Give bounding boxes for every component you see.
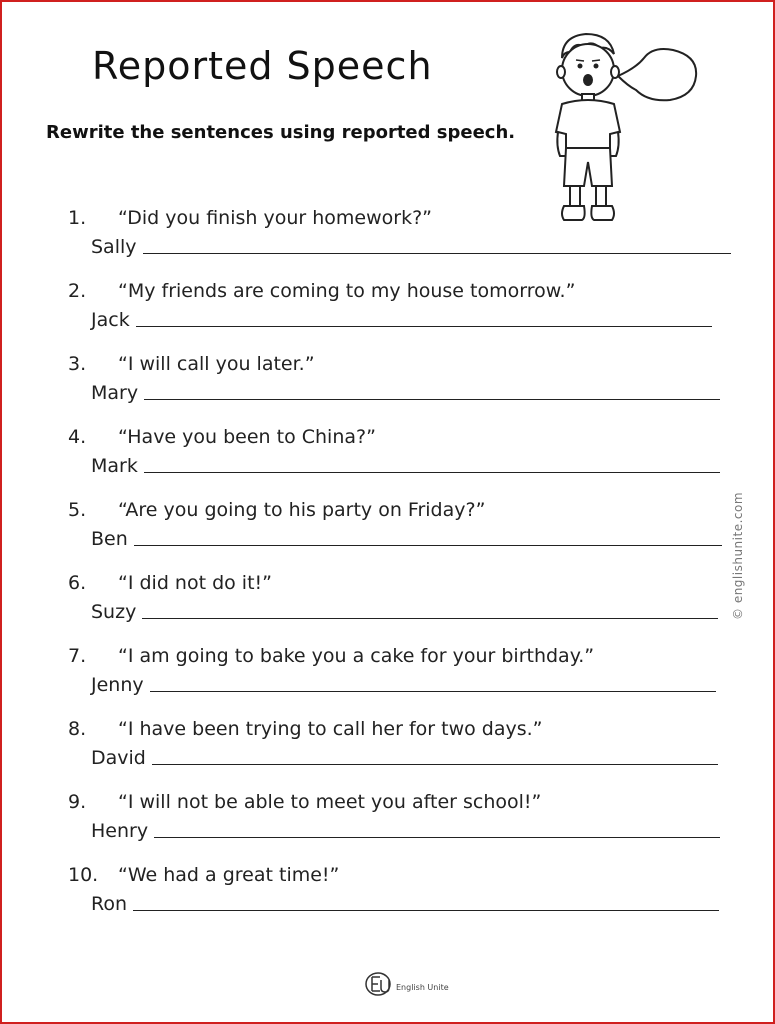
speaker-name: Sally (91, 236, 137, 258)
speaker-name: Mark (91, 455, 138, 477)
item-quote: “My friends are coming to my house tomorrow.” (118, 280, 576, 302)
list-item (0, 499, 775, 561)
answer-line[interactable] (150, 691, 716, 692)
answer-line[interactable] (134, 545, 722, 546)
speaker-name: David (91, 747, 146, 769)
list-item (0, 572, 775, 634)
answer-line[interactable] (133, 910, 719, 911)
speaker-name: Jack (91, 309, 130, 331)
answer-line[interactable] (144, 399, 720, 400)
copyright-watermark: © englishunite.com (731, 491, 745, 620)
list-item (0, 353, 775, 415)
item-quote: “Are you going to his party on Friday?” (118, 499, 486, 521)
answer-line[interactable] (152, 764, 718, 765)
instructions: Rewrite the sentences using reported speech. (46, 122, 516, 143)
item-number: 6. (68, 572, 87, 594)
list-item (0, 645, 775, 707)
item-quote: “Did you finish your homework?” (118, 207, 433, 229)
answer-line[interactable] (144, 472, 720, 473)
item-number: 5. (68, 499, 87, 521)
item-quote: “I did not do it!” (118, 572, 272, 594)
item-quote: “Have you been to China?” (118, 426, 376, 448)
english-unite-logo-icon (364, 971, 394, 997)
list-item (0, 718, 775, 780)
list-item (0, 791, 775, 853)
answer-line[interactable] (154, 837, 720, 838)
item-number: 10. (68, 864, 99, 886)
item-quote: “I will not be able to meet you after school!” (118, 791, 542, 813)
item-quote: “We had a great time!” (118, 864, 340, 886)
speaker-name: Ben (91, 528, 128, 550)
footer-logo-text: English Unite (396, 982, 449, 992)
speaker-name: Suzy (91, 601, 137, 623)
item-number: 9. (68, 791, 87, 813)
speaker-name: Jenny (91, 674, 144, 696)
answer-line[interactable] (136, 326, 712, 327)
list-item (0, 207, 775, 269)
speaker-name: Ron (91, 893, 128, 915)
footer-logo (364, 971, 449, 997)
list-item (0, 864, 775, 926)
item-quote: “I have been trying to call her for two days.” (118, 718, 543, 740)
answer-line[interactable] (142, 618, 718, 619)
item-number: 7. (68, 645, 87, 667)
item-number: 1. (68, 207, 87, 229)
list-item (0, 280, 775, 342)
item-number: 8. (68, 718, 87, 740)
item-number: 3. (68, 353, 87, 375)
speaker-name: Henry (91, 820, 149, 842)
answer-line[interactable] (143, 253, 731, 254)
page-title: Reported Speech (92, 44, 433, 88)
list-item (0, 426, 775, 488)
item-number: 4. (68, 426, 87, 448)
item-quote: “I will call you later.” (118, 353, 315, 375)
item-number: 2. (68, 280, 87, 302)
item-quote: “I am going to bake you a cake for your birthday.” (118, 645, 595, 667)
speaker-name: Mary (91, 382, 139, 404)
